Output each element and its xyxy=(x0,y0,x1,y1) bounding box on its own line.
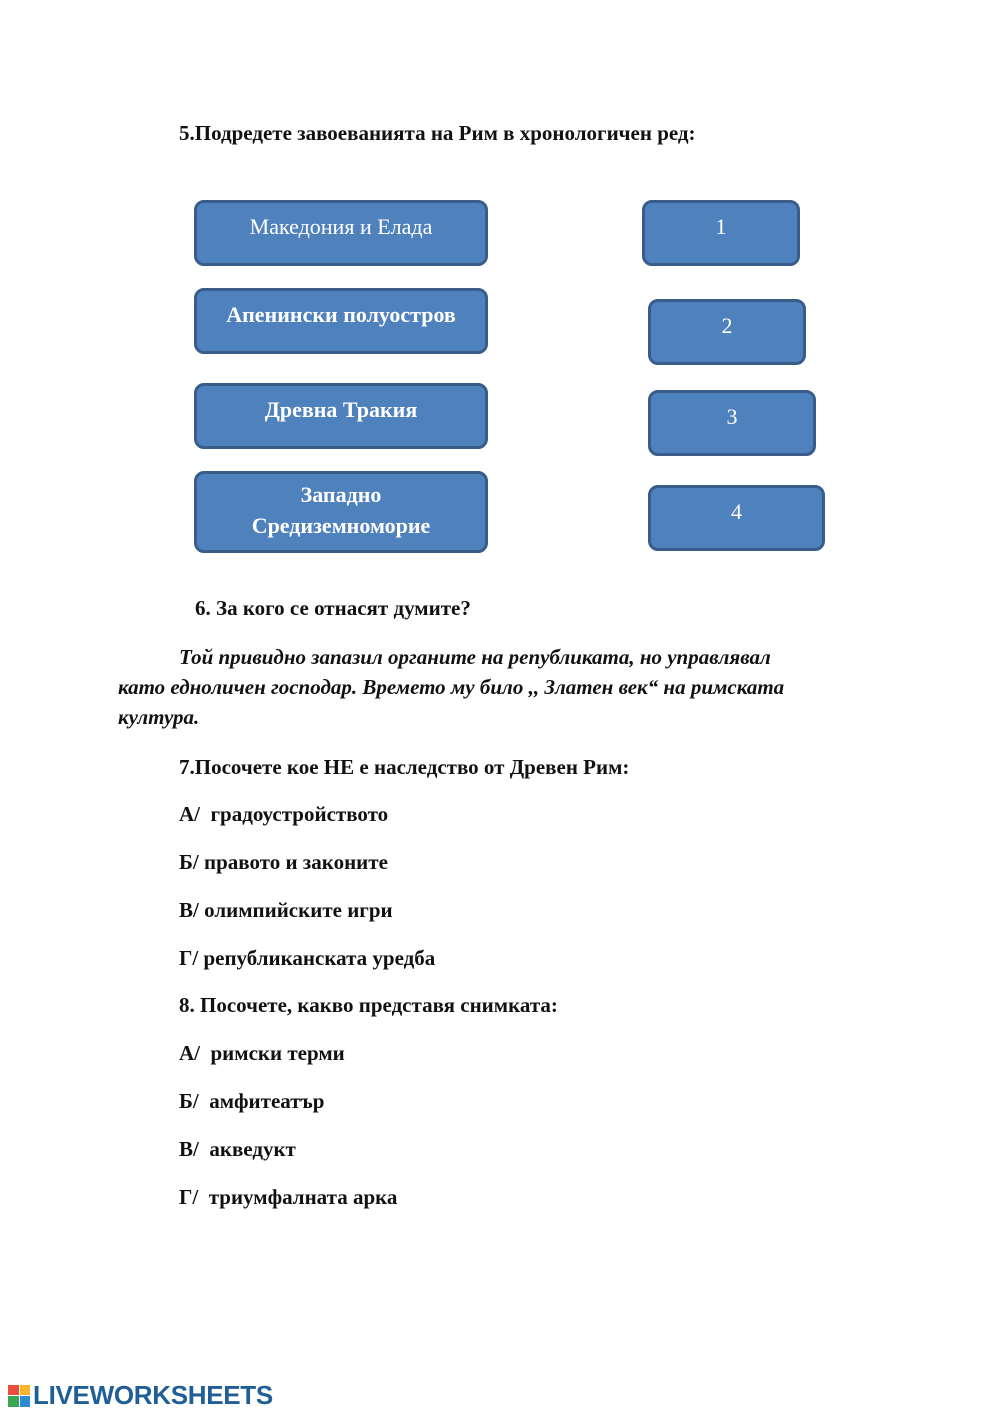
drag-item-macedonia[interactable] xyxy=(194,200,488,266)
q8-option-d: Г/ триумфалната арка xyxy=(179,1185,398,1209)
question-8-heading: 8. Посочете, какво представя снимката: xyxy=(179,993,558,1017)
quote-paragraph xyxy=(118,642,898,732)
slot-number: 4 xyxy=(731,498,742,524)
slot-number: 1 xyxy=(715,213,727,239)
brand-name: LIVEWORKSHEETS xyxy=(33,1380,273,1410)
q8-option-c: В/ акведукт xyxy=(179,1137,296,1161)
q7-option-b: Б/ правото и законите xyxy=(179,850,388,874)
drop-slot-1[interactable] xyxy=(642,200,800,266)
q7-option-c: В/ олимпийските игри xyxy=(179,898,393,922)
quote-line: Той привидно запазил органите на републиката, но управлявал xyxy=(179,645,771,669)
q8-option-a: А/ римски терми xyxy=(179,1041,345,1065)
drop-slot-4[interactable] xyxy=(648,485,825,551)
drop-slot-2[interactable] xyxy=(648,299,806,365)
drag-item-thrace[interactable] xyxy=(194,383,488,449)
quote-line: култура. xyxy=(118,705,200,729)
drag-item-label: Апенински полуостров xyxy=(226,301,456,327)
q7-option-d: Г/ републиканската уредба xyxy=(179,946,436,970)
question-5-heading: 5.Подредете завоеванията на Рим в хронологичен ред: xyxy=(179,121,696,145)
drag-item-label: Древна Тракия xyxy=(264,396,418,422)
question-7-heading: 7.Посочете кое НЕ е наследство от Древен Рим: xyxy=(179,755,630,779)
drag-item-label: Западно Средиземноморие xyxy=(251,482,431,538)
drag-item-apennine[interactable] xyxy=(194,288,488,354)
question-6-heading: 6. За кого се отнасят думите? xyxy=(195,596,471,620)
logo-icon xyxy=(8,1385,30,1407)
drag-item-western-mediterranean[interactable] xyxy=(194,471,488,553)
drag-item-label: Македония и Елада xyxy=(249,213,433,239)
q8-option-b: Б/ амфитеатър xyxy=(179,1089,325,1113)
drop-slot-3[interactable] xyxy=(648,390,816,456)
quote-line: като едноличен господар. Времето му било ,, Златен век“ на римската xyxy=(118,675,785,699)
q7-option-a: А/ градоустройството xyxy=(179,802,389,826)
liveworksheets-logo xyxy=(8,1380,273,1411)
slot-number: 3 xyxy=(726,403,738,429)
slot-number: 2 xyxy=(721,312,733,338)
